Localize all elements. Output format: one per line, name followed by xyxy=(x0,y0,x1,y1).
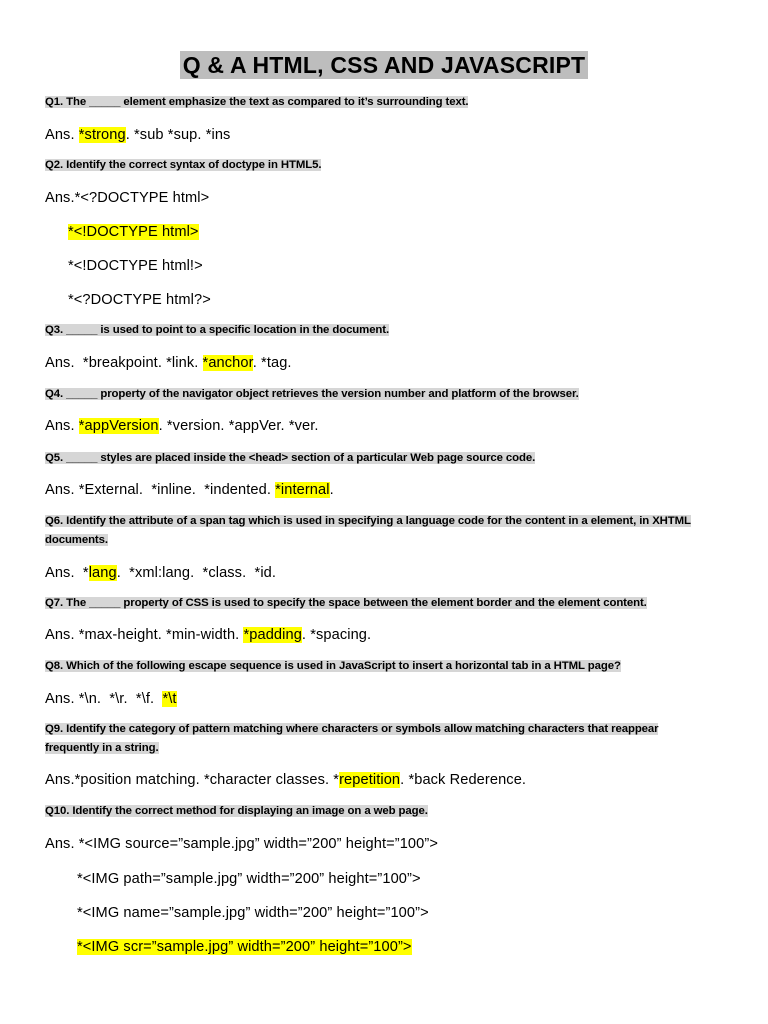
answer-2-line-4: *<?DOCTYPE html?> xyxy=(68,292,211,308)
answer-1: Ans. *strong. *sub *sup. *ins xyxy=(45,127,231,143)
correct-answer-highlight: *padding xyxy=(243,627,302,643)
answer-4: Ans. *appVersion. *version. *appVer. *ver. xyxy=(45,418,319,434)
answer-10-line-2: *<IMG path=”sample.jpg” width=”200” height=”100”> xyxy=(77,871,421,887)
correct-answer-highlight: *anchor xyxy=(202,355,253,371)
answer-10-line-3: *<IMG name=”sample.jpg” width=”200” height=”100”> xyxy=(77,905,429,921)
answer-5: Ans. *External. *inline. *indented. *internal. xyxy=(45,482,334,498)
title-text: Q & A HTML, CSS AND JAVASCRIPT xyxy=(180,51,589,79)
answer-10-line-1: Ans. *<IMG source=”sample.jpg” width=”200” height=”100”> xyxy=(45,836,438,852)
correct-answer-highlight: *<!DOCTYPE html> xyxy=(68,224,199,240)
answer-7: Ans. *max-height. *min-width. *padding. *spacing. xyxy=(45,627,372,643)
answer-8: Ans. *\n. *\r. *\f. *\t xyxy=(45,691,177,707)
document-title xyxy=(0,51,768,79)
correct-answer-highlight: repetition xyxy=(339,772,401,788)
correct-answer-highlight: *appVersion xyxy=(78,418,159,434)
question-5: Q5. _____ styles are placed inside the <head> section of a particular Web page source code. xyxy=(45,452,536,464)
correct-answer-highlight: *strong xyxy=(78,127,126,143)
answer-2-line-1: Ans.*<?DOCTYPE html> xyxy=(45,190,210,206)
answer-3: Ans. *breakpoint. *link. *anchor. *tag. xyxy=(45,355,292,371)
question-6: Q6. Identify the attribute of a span tag which is used in specifying a language code for the content in a element, in XHTML documents. xyxy=(45,515,691,546)
question-7: Q7. The _____ property of CSS is used to specify the space between the element border and the element content. xyxy=(45,597,647,609)
answer-2-line-2 xyxy=(68,222,748,242)
question-9: Q9. Identify the category of pattern matching where characters or symbols allow matching characters that reappear frequently in a string. xyxy=(45,723,659,754)
correct-answer-highlight: lang xyxy=(88,565,117,581)
correct-answer-highlight: *\t xyxy=(162,691,177,707)
answer-9: Ans.*position matching. *character classes. *repetition. *back Rederence. xyxy=(45,772,527,788)
question-4: Q4. _____ property of the navigator object retrieves the version number and platform of the browser. xyxy=(45,388,579,400)
question-3: Q3. _____ is used to point to a specific location in the document. xyxy=(45,324,390,336)
question-2: Q2. Identify the correct syntax of doctype in HTML5. xyxy=(45,159,322,171)
question-1: Q1. The _____ element emphasize the text as compared to it’s surrounding text. xyxy=(45,96,469,108)
correct-answer-highlight: *internal xyxy=(275,482,330,498)
question-10: Q10. Identify the correct method for displaying an image on a web page. xyxy=(45,805,428,817)
correct-answer-highlight: *<IMG scr=”sample.jpg” width=”200” height=”100”> xyxy=(77,939,412,955)
answer-6: Ans. *lang. *xml:lang. *class. *id. xyxy=(45,565,277,581)
answer-2-line-3: *<!DOCTYPE html!> xyxy=(68,258,203,274)
question-8: Q8. Which of the following escape sequence is used in JavaScript to insert a horizontal tab in a HTML page? xyxy=(45,660,621,672)
answer-10-line-4 xyxy=(77,937,757,957)
